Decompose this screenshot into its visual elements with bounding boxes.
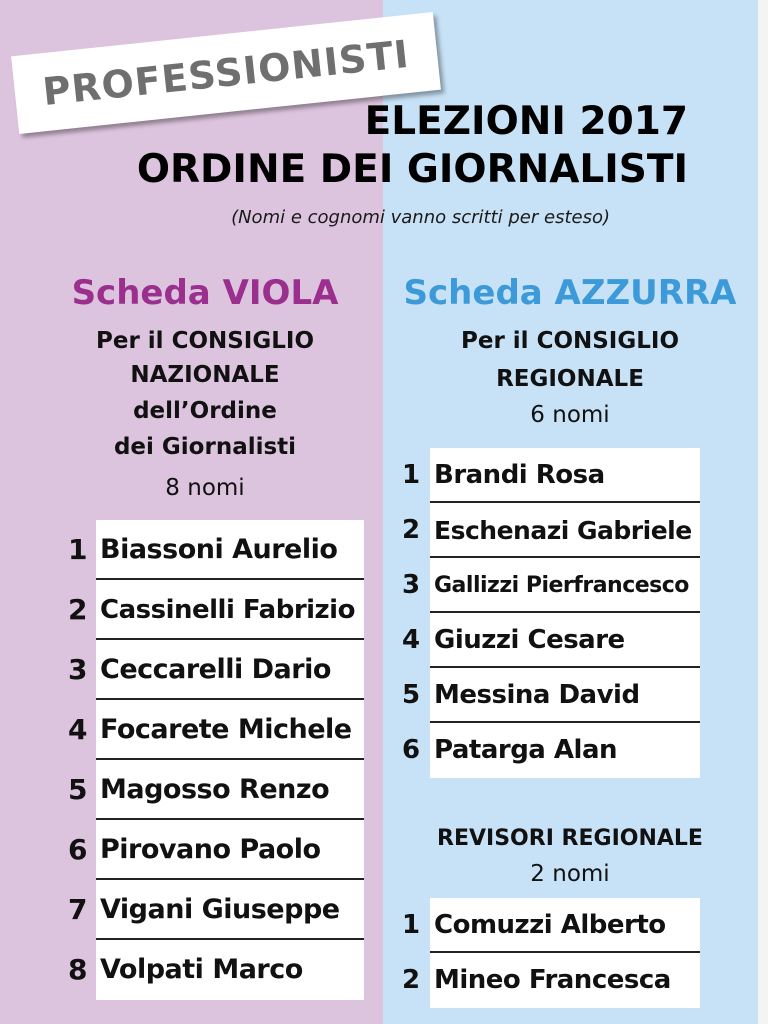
azzurra-candidate-list <box>402 448 702 778</box>
candidate-name-box <box>430 898 700 953</box>
candidate-row <box>402 613 702 668</box>
candidate-name-box <box>430 723 700 778</box>
candidate-row <box>68 940 368 1000</box>
azzurra-heading: Scheda AZZURRA <box>403 273 737 313</box>
candidate-row <box>402 503 702 558</box>
candidate-name: Cassinelli Fabrizio <box>100 595 355 625</box>
viola-candidate-list <box>68 520 368 1000</box>
azzurra-count: 6 nomi <box>530 402 610 428</box>
candidate-name: Magosso Renzo <box>100 774 330 805</box>
candidate-number: 6 <box>68 833 88 866</box>
candidate-name: Volpati Marco <box>100 954 303 985</box>
candidate-row <box>402 558 702 613</box>
candidate-row <box>68 880 368 940</box>
candidate-name-box <box>430 613 700 668</box>
candidate-name: Gallizzi Pierfrancesco <box>434 573 689 598</box>
candidate-row <box>402 668 702 723</box>
viola-desc-line-1: Per il CONSIGLIO <box>95 328 315 354</box>
candidate-number: 7 <box>68 893 88 926</box>
viola-desc-line-2: NAZIONALE <box>130 362 280 388</box>
candidate-number: 2 <box>402 515 421 545</box>
viola-desc-line-4: dei Giornalisti <box>113 434 297 460</box>
candidate-row <box>68 700 368 760</box>
candidate-name-box <box>96 880 364 940</box>
candidate-name-box <box>96 640 364 700</box>
candidate-row <box>68 820 368 880</box>
candidate-number: 4 <box>68 713 88 746</box>
candidate-number: 6 <box>402 735 421 765</box>
candidate-name: Brandi Rosa <box>434 460 605 490</box>
viola-desc-line-3: dell’Ordine <box>133 398 277 424</box>
title-line-2: ORDINE DEI GIORNALISTI <box>136 147 688 192</box>
revisori-heading: REVISORI REGIONALE <box>437 826 703 851</box>
candidate-name-box <box>430 668 700 723</box>
candidate-row <box>402 723 702 778</box>
candidate-number: 2 <box>402 965 421 995</box>
candidate-name: Messina David <box>434 680 640 710</box>
page-edge <box>758 0 768 1024</box>
candidate-row <box>402 953 702 1008</box>
candidate-name-box <box>430 558 700 613</box>
candidate-name: Focarete Michele <box>100 714 352 745</box>
candidate-name: Giuzzi Cesare <box>434 625 625 655</box>
candidate-number: 3 <box>402 570 421 600</box>
viola-heading: Scheda VIOLA <box>71 273 339 313</box>
candidate-name: Comuzzi Alberto <box>434 910 666 940</box>
candidate-name-box <box>430 953 700 1008</box>
candidate-number: 5 <box>68 773 88 806</box>
candidate-name-box <box>96 520 364 580</box>
candidate-name: Patarga Alan <box>434 735 617 765</box>
candidate-number: 3 <box>68 653 88 686</box>
title-line-1: ELEZIONI 2017 <box>364 99 688 144</box>
candidate-name-box <box>96 760 364 820</box>
subtitle: (Nomi e cognomi vanno scritti per esteso) <box>231 207 610 228</box>
candidate-row <box>68 580 368 640</box>
revisori-count: 2 nomi <box>530 861 610 887</box>
candidate-name: Vigani Giuseppe <box>100 894 340 925</box>
candidate-number: 1 <box>402 910 421 940</box>
candidate-name: Eschenazi Gabriele <box>434 516 692 545</box>
candidate-name-box <box>430 503 700 558</box>
candidate-name-box <box>96 820 364 880</box>
candidate-name: Pirovano Paolo <box>100 834 321 865</box>
candidate-number: 2 <box>68 593 88 626</box>
candidate-name-box <box>430 448 700 503</box>
viola-count: 8 nomi <box>165 475 245 501</box>
azzurra-desc-line-2: REGIONALE <box>496 366 644 392</box>
candidate-row <box>402 448 702 503</box>
candidate-name-box <box>96 700 364 760</box>
candidate-row <box>68 520 368 580</box>
azzurra-desc-line-1: Per il CONSIGLIO <box>460 328 680 354</box>
candidate-number: 5 <box>402 680 421 710</box>
candidate-number: 8 <box>68 953 88 986</box>
candidate-name-box <box>96 940 364 1000</box>
candidate-row <box>68 640 368 700</box>
candidate-number: 4 <box>402 625 421 655</box>
candidate-number: 1 <box>402 460 421 490</box>
candidate-row <box>68 760 368 820</box>
candidate-name: Biassoni Aurelio <box>100 534 338 565</box>
candidate-name: Ceccarelli Dario <box>100 654 331 685</box>
banner-label: PROFESSIONISTI <box>40 31 412 115</box>
candidate-row <box>402 898 702 953</box>
candidate-name-box <box>96 580 364 640</box>
revisori-candidate-list <box>402 898 702 1008</box>
candidate-number: 1 <box>68 533 88 566</box>
candidate-name: Mineo Francesca <box>434 965 671 995</box>
